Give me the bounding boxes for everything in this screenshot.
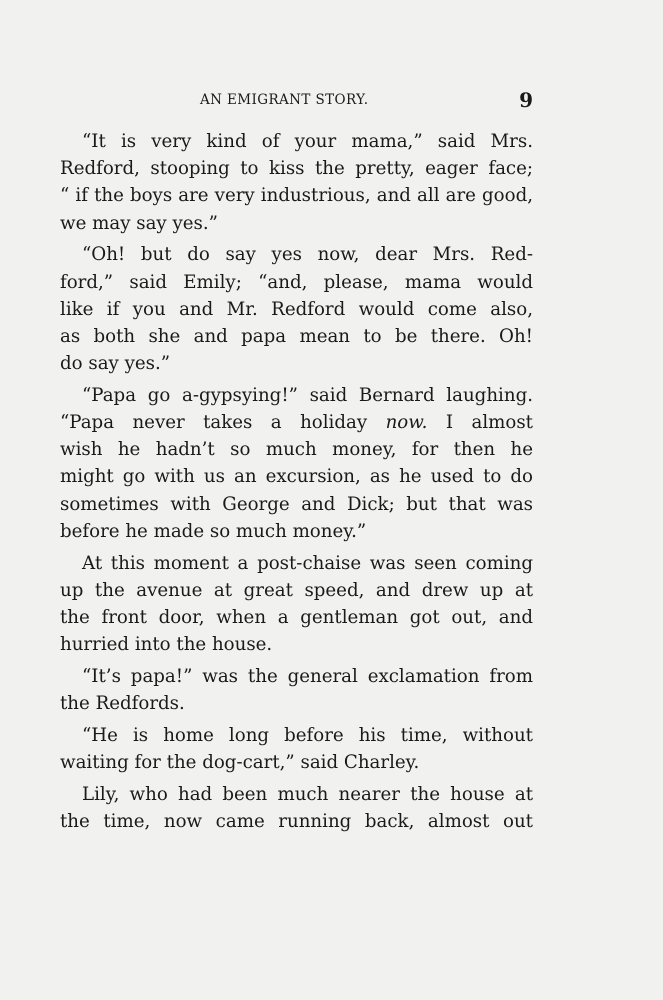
running-head [60, 88, 533, 112]
text-line: as both she and papa mean to be there. Oh! [60, 325, 533, 347]
text-line: “It is very kind of your mama,” said Mrs. [82, 131, 533, 152]
text-line: “ if the boys are very industrious, and all are good, [60, 185, 533, 207]
text-line: do say yes.” [60, 353, 171, 375]
text-line: “It’s papa!” was the general exclamation from [82, 665, 533, 687]
text-line: the time, now came running back, almost out [60, 811, 533, 833]
text-line: wish he hadn’t so much money, for then he [60, 439, 533, 461]
text-line: “Papa go a-gypsying!” said Bernard laughing. [82, 384, 533, 406]
text-line: Lily, who had been much nearer the house at [82, 783, 533, 805]
text-line: “Oh! but do say yes now, dear Mrs. Red- [82, 244, 533, 266]
text-line: “He is home long before his time, without [82, 724, 533, 746]
text-line: before he made so much money.” [60, 520, 367, 542]
paragraph [60, 781, 533, 835]
text-line: might go with us an excursion, as he used to do [60, 466, 533, 488]
text-line: Redford, stooping to kiss the pretty, eager face; [60, 158, 533, 180]
paragraph [60, 382, 533, 545]
text-line: we may say yes.” [60, 212, 218, 234]
emphasized-word: now. [385, 412, 428, 434]
text-line: sometimes with George and Dick; but that was [60, 493, 533, 515]
paragraph [60, 550, 533, 659]
text-segment: I almost [445, 412, 533, 434]
text-segment: “Papa never takes a holiday [60, 412, 368, 434]
text-line: the Redfords. [60, 693, 185, 715]
text-line: up the avenue at great speed, and drew up at [60, 579, 533, 601]
paragraph [60, 722, 533, 776]
text-line: like if you and Mr. Redford would come also, [60, 298, 533, 320]
body-text [60, 128, 533, 835]
text-line: the front door, when a gentleman got out, and [60, 606, 533, 628]
paragraph [60, 241, 533, 377]
paragraph [60, 663, 533, 717]
running-title: AN EMIGRANT STORY. [200, 92, 369, 108]
text-line [60, 409, 533, 436]
page-number: 9 [519, 88, 533, 112]
text-line: ford,” said Emily; “and, please, mama would [60, 271, 533, 293]
text-line: waiting for the dog-cart,” said Charley. [60, 752, 420, 774]
text-line: At this moment a post-chaise was seen coming [82, 552, 533, 574]
text-line: hurried into the house. [60, 634, 273, 656]
paragraph [60, 128, 533, 237]
